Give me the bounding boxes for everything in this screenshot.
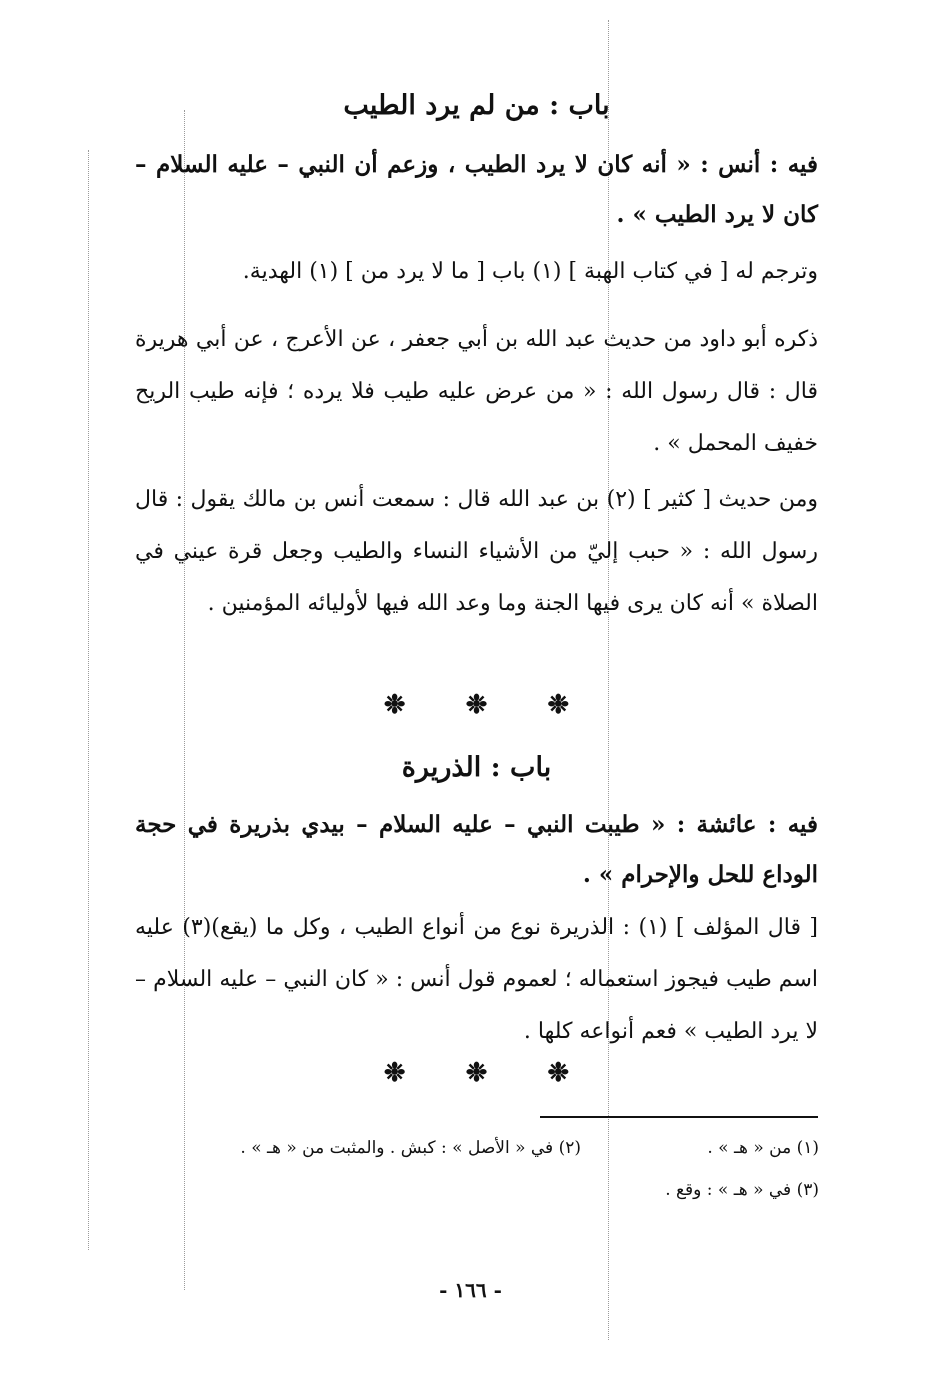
scan-artifact-line: [88, 150, 89, 1250]
footnote-1: (١) من « هـ » .: [707, 1138, 819, 1158]
section-separator-end: [135, 1058, 818, 1088]
paragraph-anas-hadith: ومن حديث [ كثير ] (٢) بن عبد الله قال : سمعت أنس بن مالك يقول : قال رسول الله : « حبب إليّ من الأشياء النساء والطيب وجعل قرة عيني في الصلاة » أنه كان يرى فيها الجنة وما وعد الله فيها لأوليائه المؤمنين .: [135, 487, 818, 616]
separator-star: ❉: [465, 690, 488, 720]
chapter-heading-dharira: باب : الذريرة: [401, 752, 552, 783]
page-number: - ١٦٦ -: [439, 1278, 502, 1302]
paragraph-tarjama: وترجم له [ في كتاب الهبة ] (١) باب [ ما لا يرد من ] (١) الهدية.: [242, 259, 818, 284]
separator-star: ❉: [465, 1058, 488, 1088]
separator-star: ❉: [383, 1058, 406, 1088]
hadith-intro-anas: فيه : أنس : « أنه كان لا يرد الطيب ، وزعم أن النبي – عليه السلام – كان لا يرد الطيب » .: [135, 151, 818, 228]
footnote-divider: [540, 1116, 818, 1118]
chapter-heading-perfume: باب : من لم يرد الطيب: [343, 90, 610, 121]
separator-star: ❉: [547, 1058, 570, 1088]
hadith-intro-aisha: فيه : عائشة : « طيبت النبي – عليه السلام – بيدي بذريرة في حجة الوداع للحل والإحرام » .: [135, 811, 818, 888]
separator-star: ❉: [547, 690, 570, 720]
footnote-3: (٣) في « هـ » : وقع .: [665, 1180, 819, 1200]
paragraph-author-comment: [ قال المؤلف ] (١) : الذريرة نوع من أنواع الطيب ، وكل ما (يقع)(٣) عليه اسم طيب فيجوز استعماله ؛ لعموم قول أنس : « كان النبي – عليه السلام – لا يرد الطيب » فعم أنواعه كلها .: [135, 915, 818, 1044]
paragraph-abu-dawud: ذكره أبو داود من حديث عبد الله بن أبي جعفر ، عن الأعرج ، عن أبي هريرة قال : قال رسول الله : « من عرض عليه طيب فلا يرده ؛ فإنه طيب الريح خفيف المحمل » .: [135, 327, 818, 456]
section-separator: [135, 690, 818, 720]
separator-star: ❉: [383, 690, 406, 720]
footnote-2: (٢) في « الأصل » : كبش . والمثبت من « هـ » .: [240, 1138, 581, 1158]
